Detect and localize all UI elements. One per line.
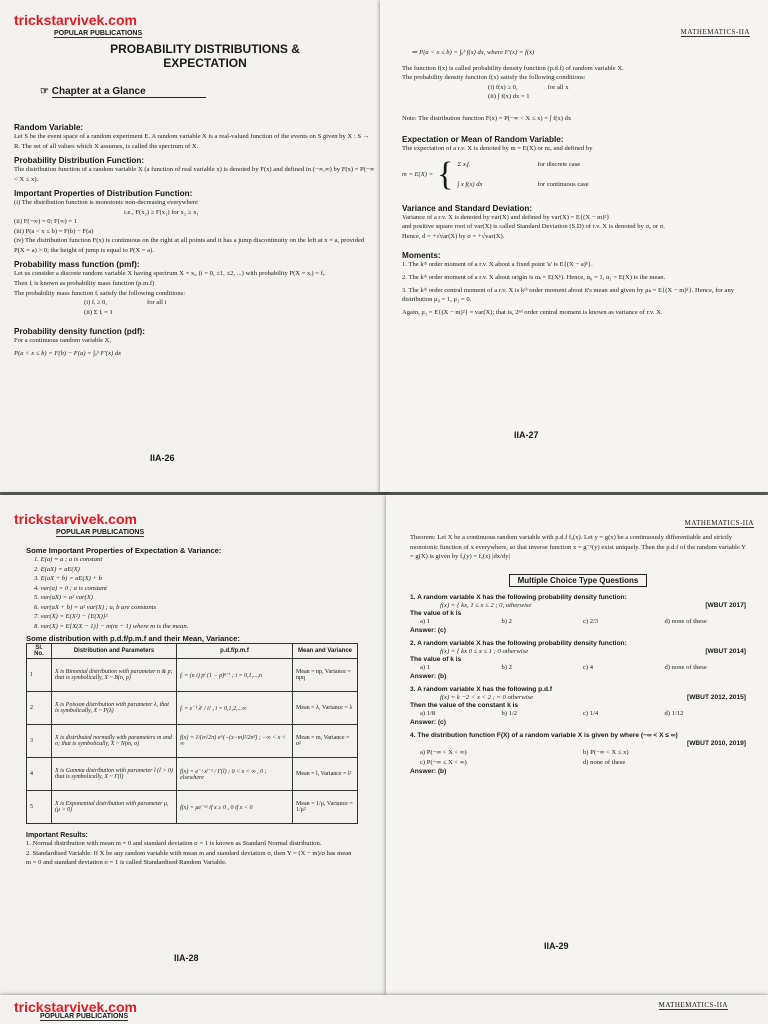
result-1: 1. Normal distribution with mean m = 0 and standard deviation σ = 1 is known as Standard Normal distribution. <box>26 840 322 848</box>
text-pmf-3: The probability mass function fᵢ satisfy the following conditions: <box>14 289 186 297</box>
moment-4: Again, μ₂ = E{(X − m)²} = var(X); that is, 2ⁿᵈ order central moment is known as variance of r.v. X. <box>402 308 663 316</box>
answer-option: b) 2 <box>501 618 512 626</box>
moment-2: 2. The kᵗʰ order moment of a r.v. X about origin is αₖ = E(Xᵏ). Hence, α₀ = 1, α₁ = E(X) is the mean. <box>402 274 666 282</box>
table-row <box>27 758 358 791</box>
property-item: 3. E(aX + b) = aE(X) + b <box>34 575 102 583</box>
result-2: 2. Standardised Variable: If X be any random variable with mean m and standard deviation σ, then Y = (X − m)/σ has mean m = 0 and standard deviation σ = 1 is called Standardised Random Variable. <box>26 849 352 867</box>
property-item: 2. E(aX) = aE(X) <box>34 565 80 573</box>
heading-distribution-table: Some distribution with p.d.f/p.m.f and their Mean, Variance: <box>26 634 240 644</box>
publisher-label: POPULAR PUBLICATIONS <box>40 1013 129 1020</box>
question-text: 4. The distribution function F(X) of a random variable X is given by where (−∞ < X ≤ ∞) <box>410 731 678 739</box>
answer-option: d) 1/12 <box>664 710 684 718</box>
question-subtext: The value of k is <box>410 656 462 664</box>
answer-option: c) 2/3 <box>583 618 599 626</box>
table-cell-pdf: f(x) = 1/(σ√2π) e^(−(x−m)²/2σ²) ; −∞ < x < ∞ <box>177 725 293 758</box>
theorem: Theorem: Let X be a continuous random variable with p.d.f fₓ(x). Let y = g(x) be a continuously differentiable and strictly monotonic function of x everywhere, so that inverse function x = g⁻¹(y) exist uniquely. Then the p.d.f of the random variable Y = g(X) is given by fᵧ(y) = fₓ(x) |dx/dy| <box>410 534 746 561</box>
table-header-cell: Distribution and Parameters <box>52 644 177 659</box>
watermark: trickstarvivek.com <box>14 511 137 527</box>
answer-option: b) P(−∞ < X ≤ x) <box>583 749 629 757</box>
page-27-body <box>402 48 750 317</box>
heading-properties-expectation: Some Important Properties of Expectation & Variance: <box>26 546 222 555</box>
mcq-question <box>410 686 746 726</box>
table-cell-no: 5 <box>27 791 52 824</box>
mcq-list <box>410 594 746 775</box>
page-iia-29 <box>386 495 768 995</box>
answer-key: Answer: (b) <box>410 767 447 775</box>
question-formula: f(x) = { kx 0 ≤ x ≤ 1 ; 0 otherwise <box>440 647 529 655</box>
page-number: IIA-27 <box>514 430 539 440</box>
table-cell-no: 4 <box>27 758 52 791</box>
text-pdf-conditions: The probability density function f(x) satisfy the following conditions: <box>402 74 586 82</box>
chapter-at-a-glance: ☞ Chapter at a Glance <box>40 81 370 99</box>
running-head: MATHEMATICS-IIA <box>680 28 750 36</box>
property-item: 7. var(X) = E(X²) − {E(X)}² <box>34 613 108 621</box>
exam-tag: [WBUT 2014] <box>705 647 746 655</box>
answer-option: d) none of these <box>583 759 626 767</box>
question-subtext: The value of k is <box>410 610 462 618</box>
table-cell-no: 2 <box>27 692 52 725</box>
table-cell-pdf: fᵢ = (n i) pⁱ (1 − p)ⁿ⁻ⁱ ; i = 0,1,...,n <box>177 659 293 692</box>
table-cell-pdf: fᵢ = e⁻ᵏ λⁱ / i! , i = 0,1,2,...∞ <box>177 692 293 725</box>
question-formula <box>410 739 440 749</box>
question-subtext: Then the value of the constant k is <box>410 702 519 710</box>
formula-expectation: m = E(X) = { Σ xᵢfᵢ for discrete case ∫ x f(x) dx for continuous case <box>402 155 589 193</box>
question-formula: f(x) = { kx, 1 ≤ x ≤ 2 ; 0, otherwise <box>440 601 532 609</box>
heading-pmf: Probability mass function (pmf): <box>14 260 140 270</box>
table-cell-mv: Mean = l, Variance = l² <box>293 758 358 791</box>
question-text: 2. A random variable X has the following probability density function: <box>410 639 627 647</box>
page-28-body <box>26 541 358 868</box>
property-3: (iii) P(a < x ≤ b) = F(b) − F(a) <box>14 227 94 235</box>
table-cell-mv: Mean = np, Variance = npq <box>293 659 358 692</box>
property-4: (iv) The distribution function F(x) is continuous on the right at all points and it has a jump discontinuity on the left at x = a, provided P(X = a) > 0; the height of jump is equal to P(X = a). <box>14 237 365 254</box>
answer-option: c) P(−∞ ≤ X < ∞) <box>420 759 467 767</box>
question-text: 3. A random variable X has the following p.d.f <box>410 685 553 693</box>
heading-random-variable: Random Variable: <box>14 123 84 132</box>
heading-properties: Important Properties of Distribution Function: <box>14 189 193 199</box>
table-cell-dist: X is Poisson distribution with parameter λ, that is symbolically, X ~ P(λ) <box>52 692 177 725</box>
pmf-condition-1: (i) fᵢ ≥ 0, for all i <box>84 299 167 307</box>
answer-option: a) 1/8 <box>420 710 436 718</box>
text-distribution-function: The distribution function of a random variable X (a function of real variable x) is denoted by F(x) and defined in (−∞,∞) by F(x) = P(−∞ < X ≤ x). <box>14 166 375 183</box>
mcq-heading: Multiple Choice Type Questions <box>509 574 648 587</box>
text-expectation: The expectation of a r.v. X is denoted by m = E(X) or mₓ and defined by <box>402 145 593 153</box>
exam-tag: [WBUT 2010, 2019] <box>687 739 746 747</box>
properties-list <box>26 555 358 631</box>
heading-variance: Variance and Standard Deviation: <box>402 203 533 213</box>
answer-option: a) 1 <box>420 664 431 672</box>
page-number: IIA-29 <box>544 941 569 951</box>
property-item: 5. var(aX) = a² var(X) <box>34 594 93 602</box>
table-cell-mv: Mean = m, Variance = σ² <box>293 725 358 758</box>
publisher-label: POPULAR PUBLICATIONS <box>54 30 143 37</box>
table-row <box>27 659 358 692</box>
question-formula: f(x) = k −2 < x < 2 ; = 0 otherwise <box>440 693 534 701</box>
pdf-condition-1: (i) f(x) ≥ 0, for all x <box>488 83 569 91</box>
mcq-question <box>410 594 746 634</box>
formula-pdf: P(a < x ≤ b) = F(b) − F(a) = ∫ₐᵇ F′(x) dx <box>14 349 122 357</box>
page-number: IIA-28 <box>174 953 199 963</box>
formula-pdf-integral: ⇒ P(a < x ≤ b) = ∫ₐᵇ f(x) dx, where F′(x) = f(x) <box>412 49 535 56</box>
answer-option: a) P(−∞ < X < ∞) <box>420 749 467 757</box>
answer-key: Answer: (b) <box>410 672 447 680</box>
table-cell-dist: X is distributed normally with parameters m and σ; that is symbolically, X ~ N(m, σ) <box>52 725 177 758</box>
heading-expectation: Expectation or Mean of Random Variable: <box>402 135 564 145</box>
table-cell-no: 3 <box>27 725 52 758</box>
table-row <box>27 692 358 725</box>
answer-key: Answer: (c) <box>410 626 446 634</box>
property-item: 1. E(a) = a ; a is constant <box>34 556 103 563</box>
answer-option: b) 1/2 <box>501 710 518 718</box>
text-pdf-definition: The function f(x) is called probability density function (p.d.f) of random variable X. <box>402 64 624 72</box>
page-29-body <box>410 533 746 775</box>
property-1: (i) The distribution function is monotonic non-decreasing everywhere <box>14 199 198 207</box>
running-head: MATHEMATICS-IIA <box>658 1001 728 1009</box>
note-distribution-function: Note: The distribution function F(x) = P(−∞ < X ≤ x) = ∫ f(x) dx <box>402 114 572 122</box>
answer-option: c) 4 <box>583 664 594 672</box>
text-pmf-1: Let us consider a discrete random variable X having spectrum X = xᵢ, (i = 0, ±1, ±2, ...) with probability P(X = xᵢ) = fᵢ. <box>14 270 326 278</box>
mcq-question <box>410 732 746 775</box>
exam-tag: [WBUT 2012, 2015] <box>687 693 746 701</box>
pmf-condition-2: (ii) Σ fᵢ = 1 <box>84 308 113 316</box>
answer-option: d) none of these <box>664 664 707 672</box>
mcq-question <box>410 640 746 680</box>
property-item: 4. var(a) = 0 ; a is constant <box>34 584 107 592</box>
table-cell-no: 1 <box>27 659 52 692</box>
table-header-cell: p.d.f/p.m.f <box>177 644 293 659</box>
heading-distribution-function: Probability Distribution Function: <box>14 156 145 166</box>
table-header-cell: Sl. No. <box>27 644 52 659</box>
text-pdf: For a continuous random variable X, <box>14 337 112 345</box>
table-cell-dist: X is Gamma distribution with parameter l (l > 0) that is symbolically, X ~ Γ(l) <box>52 758 177 791</box>
answer-option: a) 1 <box>420 618 431 626</box>
table-row <box>27 791 358 824</box>
page-iia-27 <box>380 0 768 492</box>
property-1b: i.e., F(x₂) ≥ F(x₁) for x₂ ≥ x₁ <box>124 208 199 216</box>
answer-option: b) 2 <box>501 664 512 672</box>
running-head: MATHEMATICS-IIA <box>684 519 754 527</box>
chapter-title: PROBABILITY DISTRIBUTIONS & EXPECTATION <box>110 42 300 71</box>
answer-key: Answer: (c) <box>410 718 446 726</box>
table-cell-pdf: f(x) = e⁻ˣ xˡ⁻¹ / Γ(l) ; 0 < x < ∞ , 0 ; elsewhere <box>177 758 293 791</box>
page-26-body <box>14 118 376 358</box>
question-text: 1. A random variable X has the following probability density function: <box>410 593 627 601</box>
text-variance-1: Variance of a r.v. X is denoted by var(X) and defined by var(X) = E{(X − m)²} <box>402 213 610 221</box>
table-cell-mv: Mean = 1/μ, Variance = 1/μ² <box>293 791 358 824</box>
pdf-condition-2: (ii) ∫ f(x) dx = 1 <box>488 93 530 101</box>
page-iia-26 <box>0 0 390 492</box>
text-variance-2: and positive square root of var(X) is called Standard Deviation (S.D) of r.v. X is denoted by σₓ or σ. <box>402 223 665 231</box>
property-item: 8. var(X) = E{X(X − 1)} − m(m − 1) where m is the mean. <box>34 622 189 630</box>
distribution-table <box>26 643 358 824</box>
text-random-variable: Let S be the event space of a random experiment E. A random variable X is a real-valued function of the events on S given by X : S → R. The set of all values which X assumes, is called the spectrum of X. <box>14 133 370 150</box>
heading-pdf: Probability density function (pdf): <box>14 327 145 337</box>
moment-3: 3. The kᵗʰ order central moment of a r.v. X is kᵗʰ order moment about it's mean and given by μₖ = E{(X − m)ᵏ}. Hence, for any distribution μ₀ = 1, μ₁ = 0. <box>402 286 735 304</box>
answer-option: d) none of these <box>664 618 707 626</box>
table-row <box>27 725 358 758</box>
property-2: (ii) F(−∞) = 0; F(∞) = 1 <box>14 218 78 226</box>
table-header-cell: Mean and Variance <box>293 644 358 659</box>
heading-moments: Moments: <box>402 251 441 261</box>
publisher-label: POPULAR PUBLICATIONS <box>56 529 145 536</box>
table-cell-dist: X is Exponential distribution with parameter μ, (μ > 0) <box>52 791 177 824</box>
moment-1: 1. The kᵗʰ order moment of a r.v. X about a fixed point 'a' is E{(X − a)ᵏ}. <box>402 261 593 269</box>
heading-important-results: Important Results: <box>26 832 88 840</box>
exam-tag: [WBUT 2017] <box>705 601 746 609</box>
table-cell-pdf: f(x) = μe⁻ᵘˣ if x ≥ 0 , 0 if x < 0 <box>177 791 293 824</box>
watermark: trickstarvivek.com <box>14 12 137 28</box>
page-number: IIA-26 <box>150 453 175 463</box>
table-cell-mv: Mean = λ, Variance = λ <box>293 692 358 725</box>
watermark: trickstarvivek.com <box>14 999 137 1015</box>
answer-option: c) 1/4 <box>583 710 599 718</box>
text-variance-3: Hence, d = +√var(X) by σ = +√var(X). <box>402 232 505 240</box>
page-iia-28 <box>0 495 386 995</box>
page-next-partial <box>0 995 768 1024</box>
table-cell-dist: X is Binomial distribution with parameter n & p; that is symbolically, X ~ B(n, p) <box>52 659 177 692</box>
property-item: 6. var(aX + b) = a² var(X) ; a, b are constants <box>34 603 157 611</box>
text-pmf-2: Then fᵢ is known as probability mass function (p.m.f) <box>14 280 155 288</box>
